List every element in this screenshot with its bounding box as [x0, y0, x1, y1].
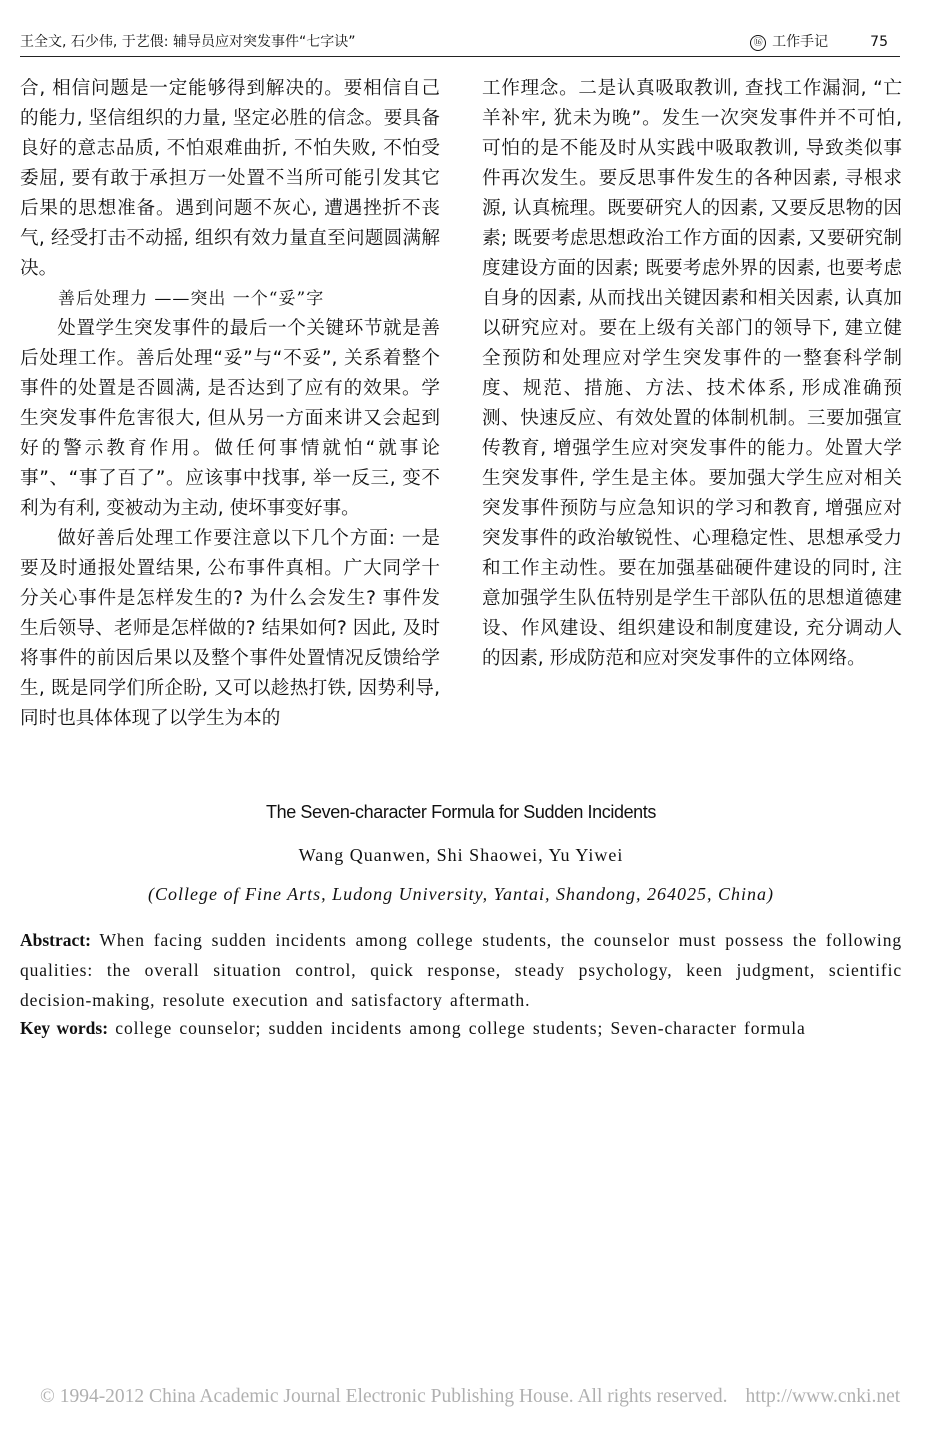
english-keywords	[20, 1013, 920, 1043]
journal-section-icon: ⑯	[750, 35, 766, 51]
keywords-text: college counselor; sudden incidents among college students; Seven-character formula	[108, 1018, 806, 1038]
left-column	[20, 74, 440, 734]
english-title: The Seven-character Formula for Sudden Incidents	[265, 802, 656, 822]
abstract-text: When facing sudden incidents among college students, the counselor must possess the following qualities: the overall situation control, quick response, steady psychology, keen judgment, scientific decision-making, resolute execution and satisfactory aftermath.	[20, 930, 902, 1010]
abstract-label: Abstract:	[20, 930, 91, 950]
right-column	[482, 74, 902, 674]
footer-url: http://www.cnki.net	[745, 1386, 901, 1407]
left-paragraph-1: 合, 相信问题是一定能够得到解决的。要相信自己的能力, 坚信组织的力量, 坚定必胜的信念。要具备良好的意志品质, 不怕艰难曲折, 不怕失败, 不怕受委屈, 要有敢于承担万一处置不当所可能引发其它后果的思想准备。遇到问题不灰心, 遭遇挫折不丧气, 经受打击不动摇, 组织有效力量直至问题圆满解决。	[20, 78, 440, 279]
header-journal-section: 工作手记	[772, 34, 829, 50]
left-paragraph-2: 处置学生突发事件的最后一个关键环节就是善后处理工作。善后处理“妥”与“不妥”, 关系着整个事件的处置是否圆满, 是否达到了应有的效果。学生突发事件危害很大, 但从另一方面来讲又会起到好的警示教育作用。做任何事情就怕“就事论事”、“事了百了”。应该事中找事, 举一反三, 变不利为有利, 变被动为主动, 使坏事变好事。	[20, 318, 440, 519]
header-journal-info	[750, 31, 888, 51]
right-paragraph-1: 工作理念。二是认真吸取教训, 查找工作漏洞, “亡羊补牢, 犹未为晚”。发生一次突发事件并不可怕, 可怕的是不能及时从实践中吸取教训, 导致类似事件再次发生。要反思事件发生的各种因素, 寻根求源, 认真梳理。既要研究人的因素, 又要反思物的因素; 既要考虑思想政治工作方面的因素, 又要研究制度建设方面的因素; 既要考虑外界的因素, 也要考虑自身的因素, 从而找出关键因素和相关因素, 认真加以研究应对。要在上级有关部门的领导下, 建立健全预防和处理应对学生突发事件的一整套科学制度、规范、措施、方法、技术体系, 形成准确预测、快速反应、有效处置的体制机制。三要加强宣传教育, 增强学生应对突发事件的能力。处置大学生突发事件, 学生是主体。要加强大学生应对相关突发事件预防与应急知识的学习和教育, 增强应对突发事件的政治敏锐性、心理稳定性、思想承受力和工作主动性。要在加强基础硬件建设的同时, 注意加强学生队伍特别是学生干部队伍的思想道德建设、作风建设、组织建设和制度建设, 充分调动人的因素, 形成防范和应对突发事件的立体网络。	[482, 78, 902, 669]
section-heading-aftermath: 善后处理力 ——突出 一个“妥”字	[58, 289, 325, 309]
keywords-label: Key words:	[20, 1018, 109, 1038]
running-header	[20, 26, 900, 57]
english-authors: Wang Quanwen, Shi Shaowei, Yu Yiwei	[298, 845, 624, 865]
copyright-footer	[40, 1386, 945, 1408]
english-affiliation: (College of Fine Arts, Ludong University, Yantai, Shandong, 264025, China)	[147, 884, 774, 904]
english-abstract	[20, 925, 902, 1015]
left-paragraph-3: 做好善后处理工作要注意以下几个方面: 一是要及时通报处置结果, 公布事件真相。广大同学十分关心事件是怎样发生的? 为什么会发生? 事件发生后领导、老师是怎样做的? 结果如何? 因此, 及时将事件的前因后果以及整个事件处置情况反馈给学生, 既是同学们所企盼, 又可以趁热打铁, 因势利导, 同时也具体体现了以学生为本的	[20, 528, 440, 729]
page-number: 75	[870, 34, 888, 50]
header-article-citation: 王全文, 石少伟, 于艺偎: 辅导员应对突发事件“七字诀”	[20, 34, 356, 50]
copyright-text: © 1994-2012 China Academic Journal Electronic Publishing House. All rights reserved.	[40, 1386, 728, 1407]
